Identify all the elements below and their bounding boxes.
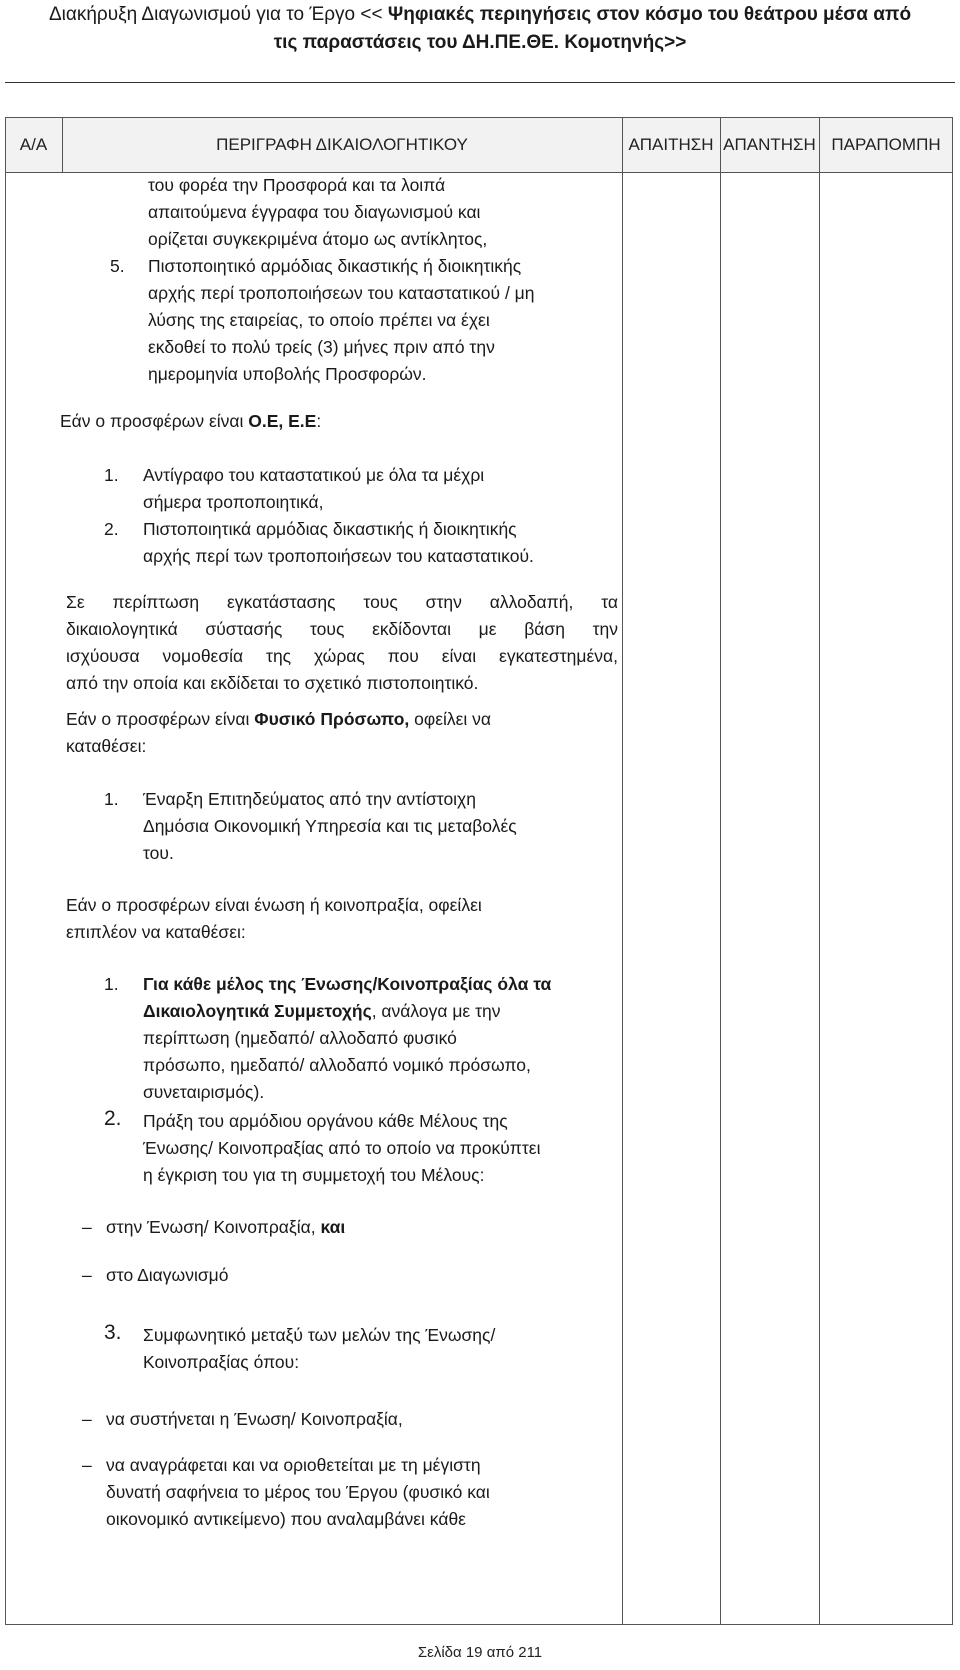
natural-person-item-1: 1. Έναρξη Επιτηδεύματος από την αντίστοιχη Δημόσια Οικονομική Υπηρεσία και τις μεταβολές του. (104, 789, 517, 863)
union-heading: Εάν ο προσφέρων είναι ένωση ή κοινοπραξία, οφείλει επιπλέον να καταθέσει: (66, 895, 482, 942)
continued-text: του φορέα την Προσφορά και τα λοιπά απαιτούμενα έγγραφα του διαγωνισμού και ορίζεται συγκεκριμένα άτομο ως αντίκλητος, (148, 175, 488, 249)
header-line-2: τις παραστάσεις του ΔΗ.ΠΕ.ΘΕ. Κομοτηνής>> (273, 32, 687, 53)
document-header (0, 0, 960, 57)
column-divider-aa (62, 117, 63, 172)
column-header-aa: Α/Α (19, 134, 48, 154)
table-border-right (952, 117, 953, 1625)
table-border-bottom (5, 1624, 953, 1625)
foreign-paragraph: Σε περίπτωση εγκατάστασης τους στην αλλοδαπή, τα δικαιολογητικά σύστασής τους εκδίδονται με βάση την ισχύουσα νομοθεσία της χώρας που είναι εγκατεστημένα, από την οποία και εκδίδεται το σχετικό πιστοποιητικό. (66, 592, 618, 693)
dash-item-tender: – στο Διαγωνισμό (82, 1265, 229, 1285)
table-header-row (5, 117, 953, 172)
page-number: Σελίδα 19 από 211 (417, 1644, 543, 1661)
oe-item-2: 2. Πιστοποιητικά αρμόδιας δικαστικής ή διοικητικής αρχής περί των τροποποιήσεων του καταστατικού. (104, 519, 534, 566)
column-divider-requirement (720, 117, 721, 1625)
column-header-requirement: ΑΠΑΙΤΗΣΗ (628, 134, 714, 154)
column-divider-description (622, 117, 623, 1625)
union-item-1: 1. Για κάθε μέλος της Ένωσης/Κοινοπραξίας όλα τα Δικαιολογητικά Συμμετοχής, ανάλογα με την περίπτωση (ημεδαπό/ αλλοδαπό φυσικό πρόσωπο, ημεδαπό/ αλλοδαπό νομικό πρόσωπο, συνεταιρισμός). (104, 974, 552, 1102)
column-divider-answer (819, 117, 820, 1625)
natural-person-heading: Εάν ο προσφέρων είναι Φυσικό Πρόσωπο, οφείλει να καταθέσει: (66, 709, 492, 756)
union-item-2: 2. Πράξη του αρμόδιου οργάνου κάθε Μέλους της Ένωσης/ Κοινοπραξίας από το οποίο να προκύπτει η έγκριση του για τη συμμετοχή του Μέλους: (104, 1107, 541, 1185)
list-item-5: 5. Πιστοποιητικό αρμόδιας δικαστικής ή διοικητικής αρχής περί τροποποιήσεων του καταστατικού / μη λύσης της εταιρείας, το οποίο πρέπει να έχει εκδοθεί το πολύ τρείς (3) μήνες πριν από την ημερομηνία υποβολής Προσφορών. (110, 256, 535, 384)
table-border-left (5, 117, 6, 1625)
dash-item-scope: – να αναγράφεται και να οριοθετείται με τη μέγιστη δυνατή σαφήνεια το μέρος του Έργου (φυσικό και οικονομικό αντικείμενο) που αναλαμβάνει κάθε (82, 1455, 490, 1529)
column-header-reference: ΠΑΡΑΠΟΜΠΗ (831, 134, 941, 154)
table-border-top (5, 117, 953, 118)
column-header-answer: ΑΠΑΝΤΗΣΗ (723, 134, 816, 154)
dash-item-establish: – να συστήνεται η Ένωση/ Κοινοπραξία, (82, 1409, 403, 1429)
oe-heading: Εάν ο προσφέρων είναι Ο.Ε, Ε.Ε: (60, 411, 322, 431)
dash-item-union: – στην Ένωση/ Κοινοπραξία, και (82, 1217, 346, 1237)
header-divider (5, 82, 955, 83)
header-line-1: Διακήρυξη Διαγωνισμού για το Έργο << Ψηφιακές περιηγήσεις στον κόσμο του θεάτρου μέσα από (48, 4, 912, 25)
column-header-description: ΠΕΡΙΓΡΑΦΗ ΔΙΚΑΙΟΛΟΓΗΤΙΚΟΥ (216, 134, 468, 154)
union-item-3: 3. Συμφωνητικό μεταξύ των μελών της Ένωσης/ Κοινοπραξίας όπου: (104, 1321, 496, 1372)
oe-item-1: 1. Αντίγραφο του καταστατικού με όλα τα μέχρι σήμερα τροποποιητικά, (104, 465, 485, 512)
